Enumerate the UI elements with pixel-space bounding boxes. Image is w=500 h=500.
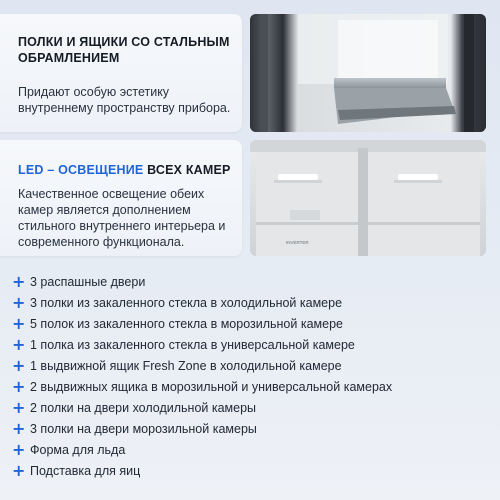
list-item <box>12 398 256 418</box>
list-item-text: Подставка для яиц <box>30 464 141 478</box>
card-text: Придают особую эстетику внутреннему пространству прибора. <box>18 85 231 115</box>
list-item <box>12 419 257 439</box>
shelf-photo <box>250 14 486 132</box>
list-item-text: 1 выдвижной ящик Fresh Zone в холодильной камере <box>30 359 342 373</box>
card-title-accent: LED – ОСВЕЩЕНИЕ <box>18 163 144 177</box>
fridge-interior-photo <box>250 140 486 256</box>
plus-icon: + <box>12 272 26 291</box>
plus-icon: + <box>12 293 26 312</box>
list-item <box>12 440 125 460</box>
list-item-text: 5 полок из закаленного стекла в морозильной камере <box>30 317 343 331</box>
plus-icon: + <box>12 314 26 333</box>
card-title-rest: ВСЕХ КАМЕР <box>143 163 231 177</box>
feature-card-led <box>0 140 242 256</box>
list-item <box>12 272 145 292</box>
plus-icon: + <box>12 419 26 438</box>
fridge-interior-image <box>250 140 486 256</box>
feature-card-shelves <box>0 14 242 132</box>
plus-icon: + <box>12 377 26 396</box>
list-item-text: 1 полка из закаленного стекла в универсальной камере <box>30 338 355 352</box>
plus-icon: + <box>12 440 26 459</box>
list-item-text: Форма для льда <box>30 443 126 457</box>
list-item <box>12 314 343 334</box>
list-item <box>12 461 140 481</box>
plus-icon: + <box>12 461 26 480</box>
list-item <box>12 356 342 376</box>
list-item-text: 3 распашные двери <box>30 275 146 289</box>
list-item <box>12 377 392 397</box>
list-item-text: 2 выдвижных ящика в морозильной и универсальной камерах <box>30 380 393 394</box>
plus-icon: + <box>12 398 26 417</box>
list-item <box>12 293 342 313</box>
list-item-text: 3 полки из закаленного стекла в холодильной камере <box>30 296 343 310</box>
list-item <box>12 335 355 355</box>
card-title <box>18 162 238 178</box>
plus-icon: + <box>12 335 26 354</box>
card-text: Качественное освещение обеих камер является дополнением стильного внутреннего интерьера и современного функционала. <box>18 187 226 249</box>
list-item-text: 2 полки на двери холодильной камеры <box>30 401 257 415</box>
card-title: ПОЛКИ И ЯЩИКИ СО СТАЛЬНЫМ ОБРАМЛЕНИЕМ <box>18 35 230 65</box>
shelf-photo-image <box>250 14 486 132</box>
inverter-label: INVERTER <box>286 240 309 245</box>
plus-icon: + <box>12 356 26 375</box>
list-item-text: 3 полки на двери морозильной камеры <box>30 422 257 436</box>
